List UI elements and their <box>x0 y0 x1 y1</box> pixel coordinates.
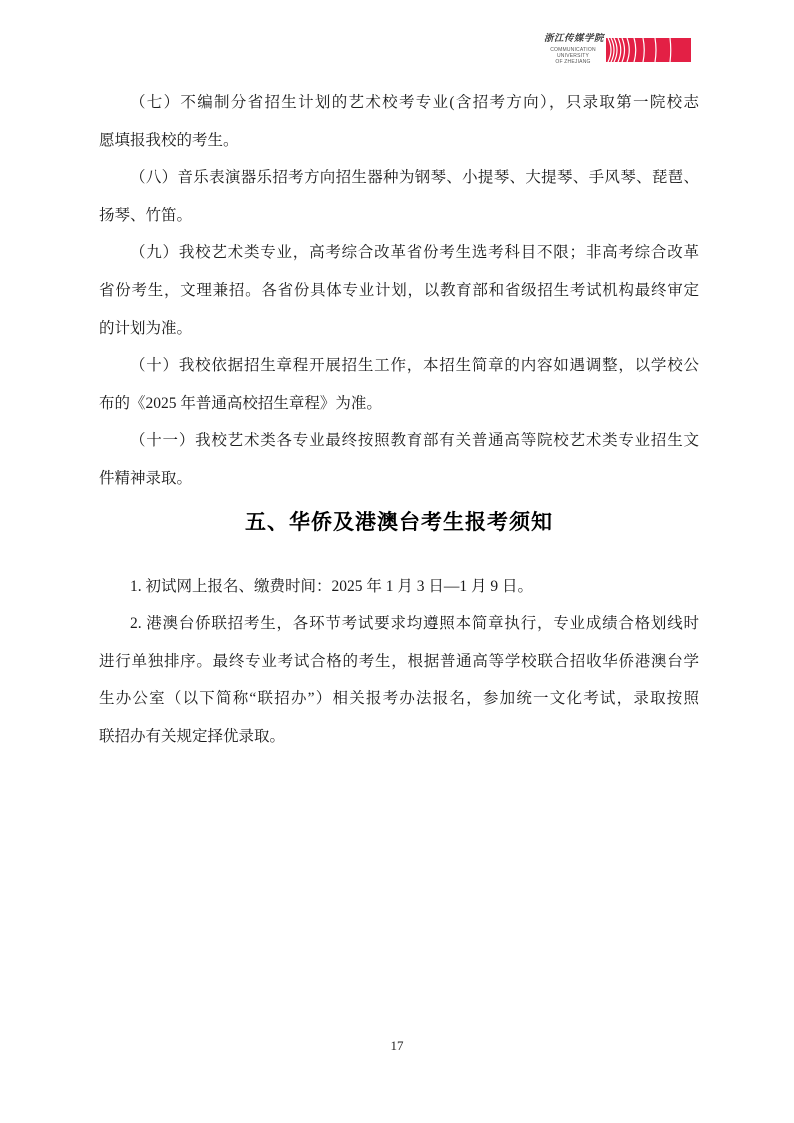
paragraph-line: （十一）我校艺术类各专业最终按照教育部有关普通高等院校艺术类专业招生文 <box>130 432 699 450</box>
logo-english-line: COMMUNICATION <box>550 46 596 53</box>
paragraph-line: 2. 港澳台侨联招考生，各环节考试要求均遵照本简章执行，专业成绩合格划线时 <box>130 615 699 633</box>
paragraph-line: （七）不编制分省招生计划的艺术校考专业(含招考方向），只录取第一院校志 <box>130 94 699 111</box>
paragraph-line: 联招办有关规定择优录取。 <box>99 727 286 745</box>
page-number: 17 <box>390 1038 404 1053</box>
paragraph-11 <box>99 422 699 497</box>
paragraph-line: 省份考生，文理兼招。各省份具体专业计划，以教育部和省级招生考试机构最终审定 <box>99 281 699 299</box>
soundwave-logo-icon <box>606 38 691 62</box>
paragraph-line: 生办公室（以下简称“联招办”）相关报考办法报名，参加统一文化考试，录取按照 <box>99 690 699 708</box>
university-logo <box>544 35 691 65</box>
logo-english-name <box>544 47 602 66</box>
paragraph-line: （八）音乐表演器乐招考方向招生器种为钢琴、小提琴、大提琴、手风琴、琵琶、 <box>130 169 699 187</box>
section-paragraph-1 <box>99 568 699 606</box>
paragraph-9 <box>99 234 699 347</box>
paragraph-line: 扬琴、竹笛。 <box>99 206 193 224</box>
paragraph-7 <box>99 84 699 159</box>
paragraph-8 <box>99 159 699 234</box>
paragraph-line: 进行单独排序。最终专业考试合格的考生，根据普通高等学校联合招收华侨港澳台学 <box>99 652 699 670</box>
logo-wordmark <box>544 34 605 65</box>
logo-english-line: UNIVERSITY <box>556 52 589 59</box>
paragraph-line: （九）我校艺术类专业，高考综合改革省份考生选考科目不限；非高考综合改革 <box>130 244 699 262</box>
logo-english-line: OF ZHEJIANG <box>555 59 591 65</box>
paragraph-line: （十）我校依据招生章程开展招生工作，本招生简章的内容如遇调整，以学校公 <box>130 357 699 375</box>
logo-chinese-name: 浙江传媒学院 <box>544 34 605 44</box>
paragraph-10 <box>99 347 699 422</box>
paragraph-line: 的计划为准。 <box>99 319 193 337</box>
paragraph-line: 愿填报我校的考生。 <box>99 131 239 149</box>
paragraph-line: 件精神录取。 <box>99 469 193 487</box>
paragraph-line: 1. 初试网上报名、缴费时间：2025 年 1 月 3 日—1 月 9 日。 <box>130 577 534 595</box>
document-body <box>99 84 699 756</box>
section-heading: 五、华侨及港澳台考生报考须知 <box>245 510 553 534</box>
paragraph-line: 布的《2025 年普通高校招生章程》为准。 <box>99 394 382 412</box>
section-paragraph-2 <box>99 605 699 755</box>
